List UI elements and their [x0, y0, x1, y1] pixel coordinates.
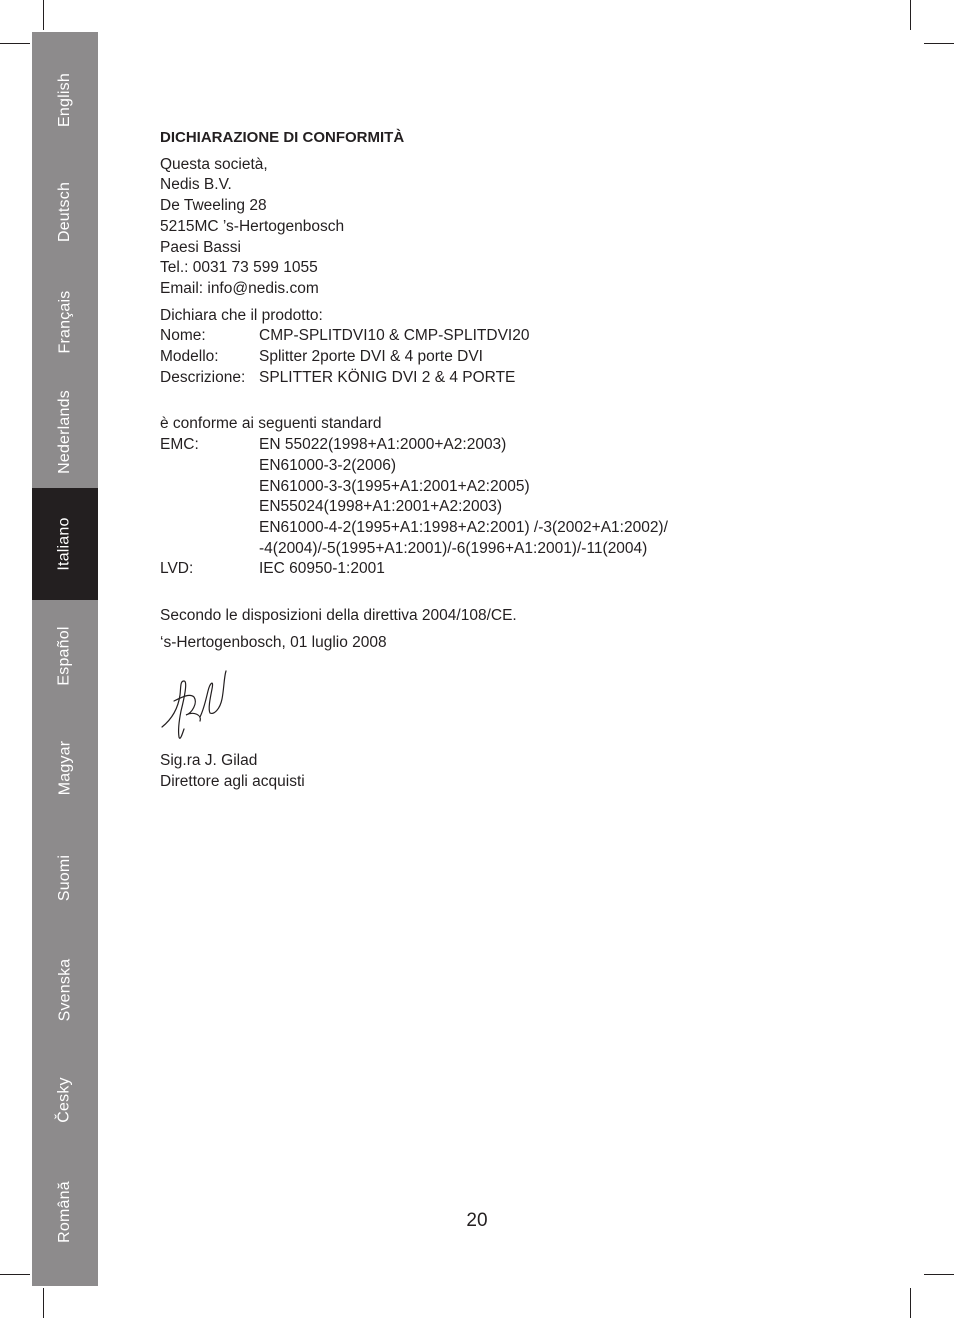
standards-block	[160, 414, 880, 580]
field-label: LVD:	[160, 560, 194, 578]
tab-nederlands[interactable]	[32, 376, 98, 488]
page-number: 20	[466, 1210, 488, 1231]
company-street: De Tweeling 28	[160, 197, 267, 215]
tab-label: Magyar	[56, 740, 73, 796]
product-name-row	[160, 326, 880, 347]
emc-row	[160, 435, 880, 559]
crop-mark	[910, 1288, 911, 1318]
company-city: 5215MC ’s-Hertogenbosch	[160, 217, 345, 235]
declaration-document	[160, 128, 880, 793]
company-intro: Questa società,	[160, 155, 268, 173]
signature-image	[160, 669, 232, 743]
tab-label: Español	[55, 626, 73, 686]
tab-label: Suomi	[55, 854, 73, 902]
product-description-row	[160, 368, 880, 389]
lvd-standard: IEC 60950-1:2001	[259, 560, 385, 578]
tab-label: Česky	[55, 1077, 73, 1123]
standard-item: EN61000-3-2(2006)	[259, 456, 397, 474]
tab-magyar[interactable]	[32, 712, 98, 824]
signatory-block	[160, 751, 880, 792]
field-label: Descrizione:	[160, 368, 246, 386]
tab-cesky[interactable]	[32, 1044, 98, 1156]
product-model: Splitter 2porte DVI & 4 porte DVI	[259, 348, 483, 366]
tab-suomi[interactable]	[32, 822, 98, 934]
product-name: CMP-SPLITDVI10 & CMP-SPLITDVI20	[259, 327, 530, 345]
product-model-row	[160, 347, 880, 368]
standard-item: EN 55022(1998+A1:2000+A2:2003)	[259, 436, 507, 454]
tab-english[interactable]	[32, 44, 98, 156]
crop-mark	[0, 43, 30, 44]
crop-mark	[924, 1274, 954, 1275]
language-sidebar	[32, 32, 98, 1286]
crop-mark	[924, 43, 954, 44]
company-email: Email: info@nedis.com	[160, 279, 319, 297]
signature-stroke	[162, 681, 186, 738]
field-label: EMC:	[160, 436, 199, 454]
company-name: Nedis B.V.	[160, 176, 232, 194]
company-country: Paesi Bassi	[160, 238, 241, 256]
product-block	[160, 306, 880, 389]
tab-label: English	[55, 73, 73, 127]
directive-statement: Secondo le disposizioni della direttiva 2004/108/CE.	[160, 607, 517, 625]
crop-mark	[43, 0, 44, 30]
place-date: ‘s-Hertogenbosch, 01 luglio 2008	[160, 633, 387, 651]
field-label: Nome:	[160, 327, 206, 345]
emc-standards-list	[259, 435, 880, 559]
signature-stroke	[174, 696, 200, 722]
crop-mark	[43, 1288, 44, 1318]
lvd-row	[160, 559, 880, 580]
page-title: DICHIARAZIONE DI CONFORMITÀ	[160, 129, 405, 146]
tab-label: Svenska	[56, 958, 73, 1022]
company-phone: Tel.: 0031 73 599 1055	[160, 259, 318, 277]
product-description: SPLITTER KÖNIG DVI 2 & 4 PORTE	[259, 368, 516, 386]
crop-mark	[910, 0, 911, 30]
tab-francais[interactable]	[32, 266, 98, 378]
signatory-name: Sig.ra J. Gilad	[160, 752, 258, 770]
product-intro: Dichiara che il prodotto:	[160, 306, 323, 324]
field-label: Modello:	[160, 348, 219, 366]
standard-item: -4(2004)/-5(1995+A1:2001)/-6(1996+A1:2001)/-11(2004)	[259, 539, 648, 557]
tab-italiano[interactable]	[32, 488, 98, 600]
standard-item: EN55024(1998+A1:2001+A2:2003)	[259, 498, 503, 516]
tab-label: Nederlands	[56, 390, 74, 474]
company-block	[160, 155, 880, 300]
tab-deutsch[interactable]	[32, 156, 98, 268]
signature-stroke	[200, 671, 226, 717]
standards-intro: è conforme ai seguenti standard	[160, 415, 382, 433]
tab-label: Français	[55, 290, 73, 354]
tab-label: Deutsch	[55, 181, 73, 243]
signatory-role: Direttore agli acquisti	[160, 773, 305, 791]
standard-item: EN61000-4-2(1995+A1:1998+A2:2001) /-3(2002+A1:2002)/	[259, 518, 668, 536]
tab-svenska[interactable]	[32, 934, 98, 1046]
standard-item: EN61000-3-3(1995+A1:2001+A2:2005)	[259, 477, 530, 495]
crop-mark	[0, 1274, 30, 1275]
tab-label: Italiano	[55, 517, 73, 571]
tab-label: Română	[56, 1181, 73, 1243]
tab-espanol[interactable]	[32, 600, 98, 712]
